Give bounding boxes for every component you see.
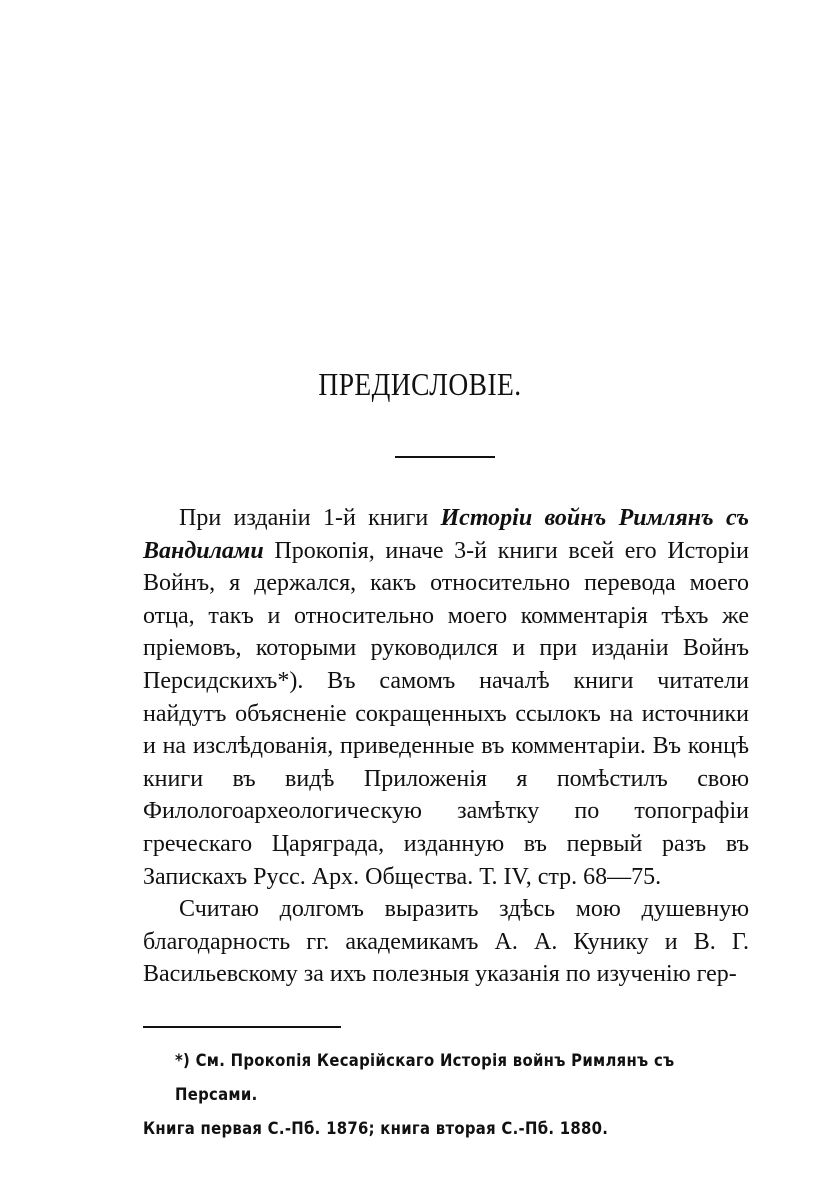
paragraph-2: Считаю долгомъ выразить здѣсь мою душевную благодарность гг. академикамъ А. А. Кунику и В. Г. Васильевскому за ихъ полезныя указанія по изученію гер- [143,896,749,988]
page-title: ПРЕДИСЛОВІЕ. [318,366,522,402]
footnote [143,1044,755,1146]
footnote-line-2: Книга первая С.-Пб. 1876; книга вторая С.-Пб. 1880. [143,1119,609,1138]
paragraph-1 [143,502,749,893]
footnote-line-1: *) См. Прокопія Кесарійскаго Исторія войнъ Римлянъ съ Персами. [175,1051,675,1104]
title-divider [395,456,495,458]
paragraph-1-part-1: При изданіи 1-й книги [179,505,441,531]
footnote-divider [143,1026,341,1028]
paragraph-1-part-2: Прокопія, иначе 3-й книги всей его Исторіи Войнъ, я держался, какъ относительно перевода моего отца, такъ и относительно моего комментарія тѣхъ же пріемовъ, которыми руководился и при изданіи Войнъ Персидскихъ*). Въ самомъ началѣ книги читатели найдутъ объясненіе сокращенныхъ ссылокъ на источники и на изслѣдованія, приведенные въ комментаріи. Въ концѣ книги въ видѣ Приложенія я помѣстилъ свою Филологоархеологическую замѣтку по топографіи греческаго Царяграда, изданную въ первый разъ въ Запискахъ Русс. Арх. Общества. Т. IV, стр. 68—75. [143,537,749,890]
book-title-italic: Исторіи войнъ Римлянъ съ Вандилами [143,505,749,564]
preface-body [143,502,749,991]
